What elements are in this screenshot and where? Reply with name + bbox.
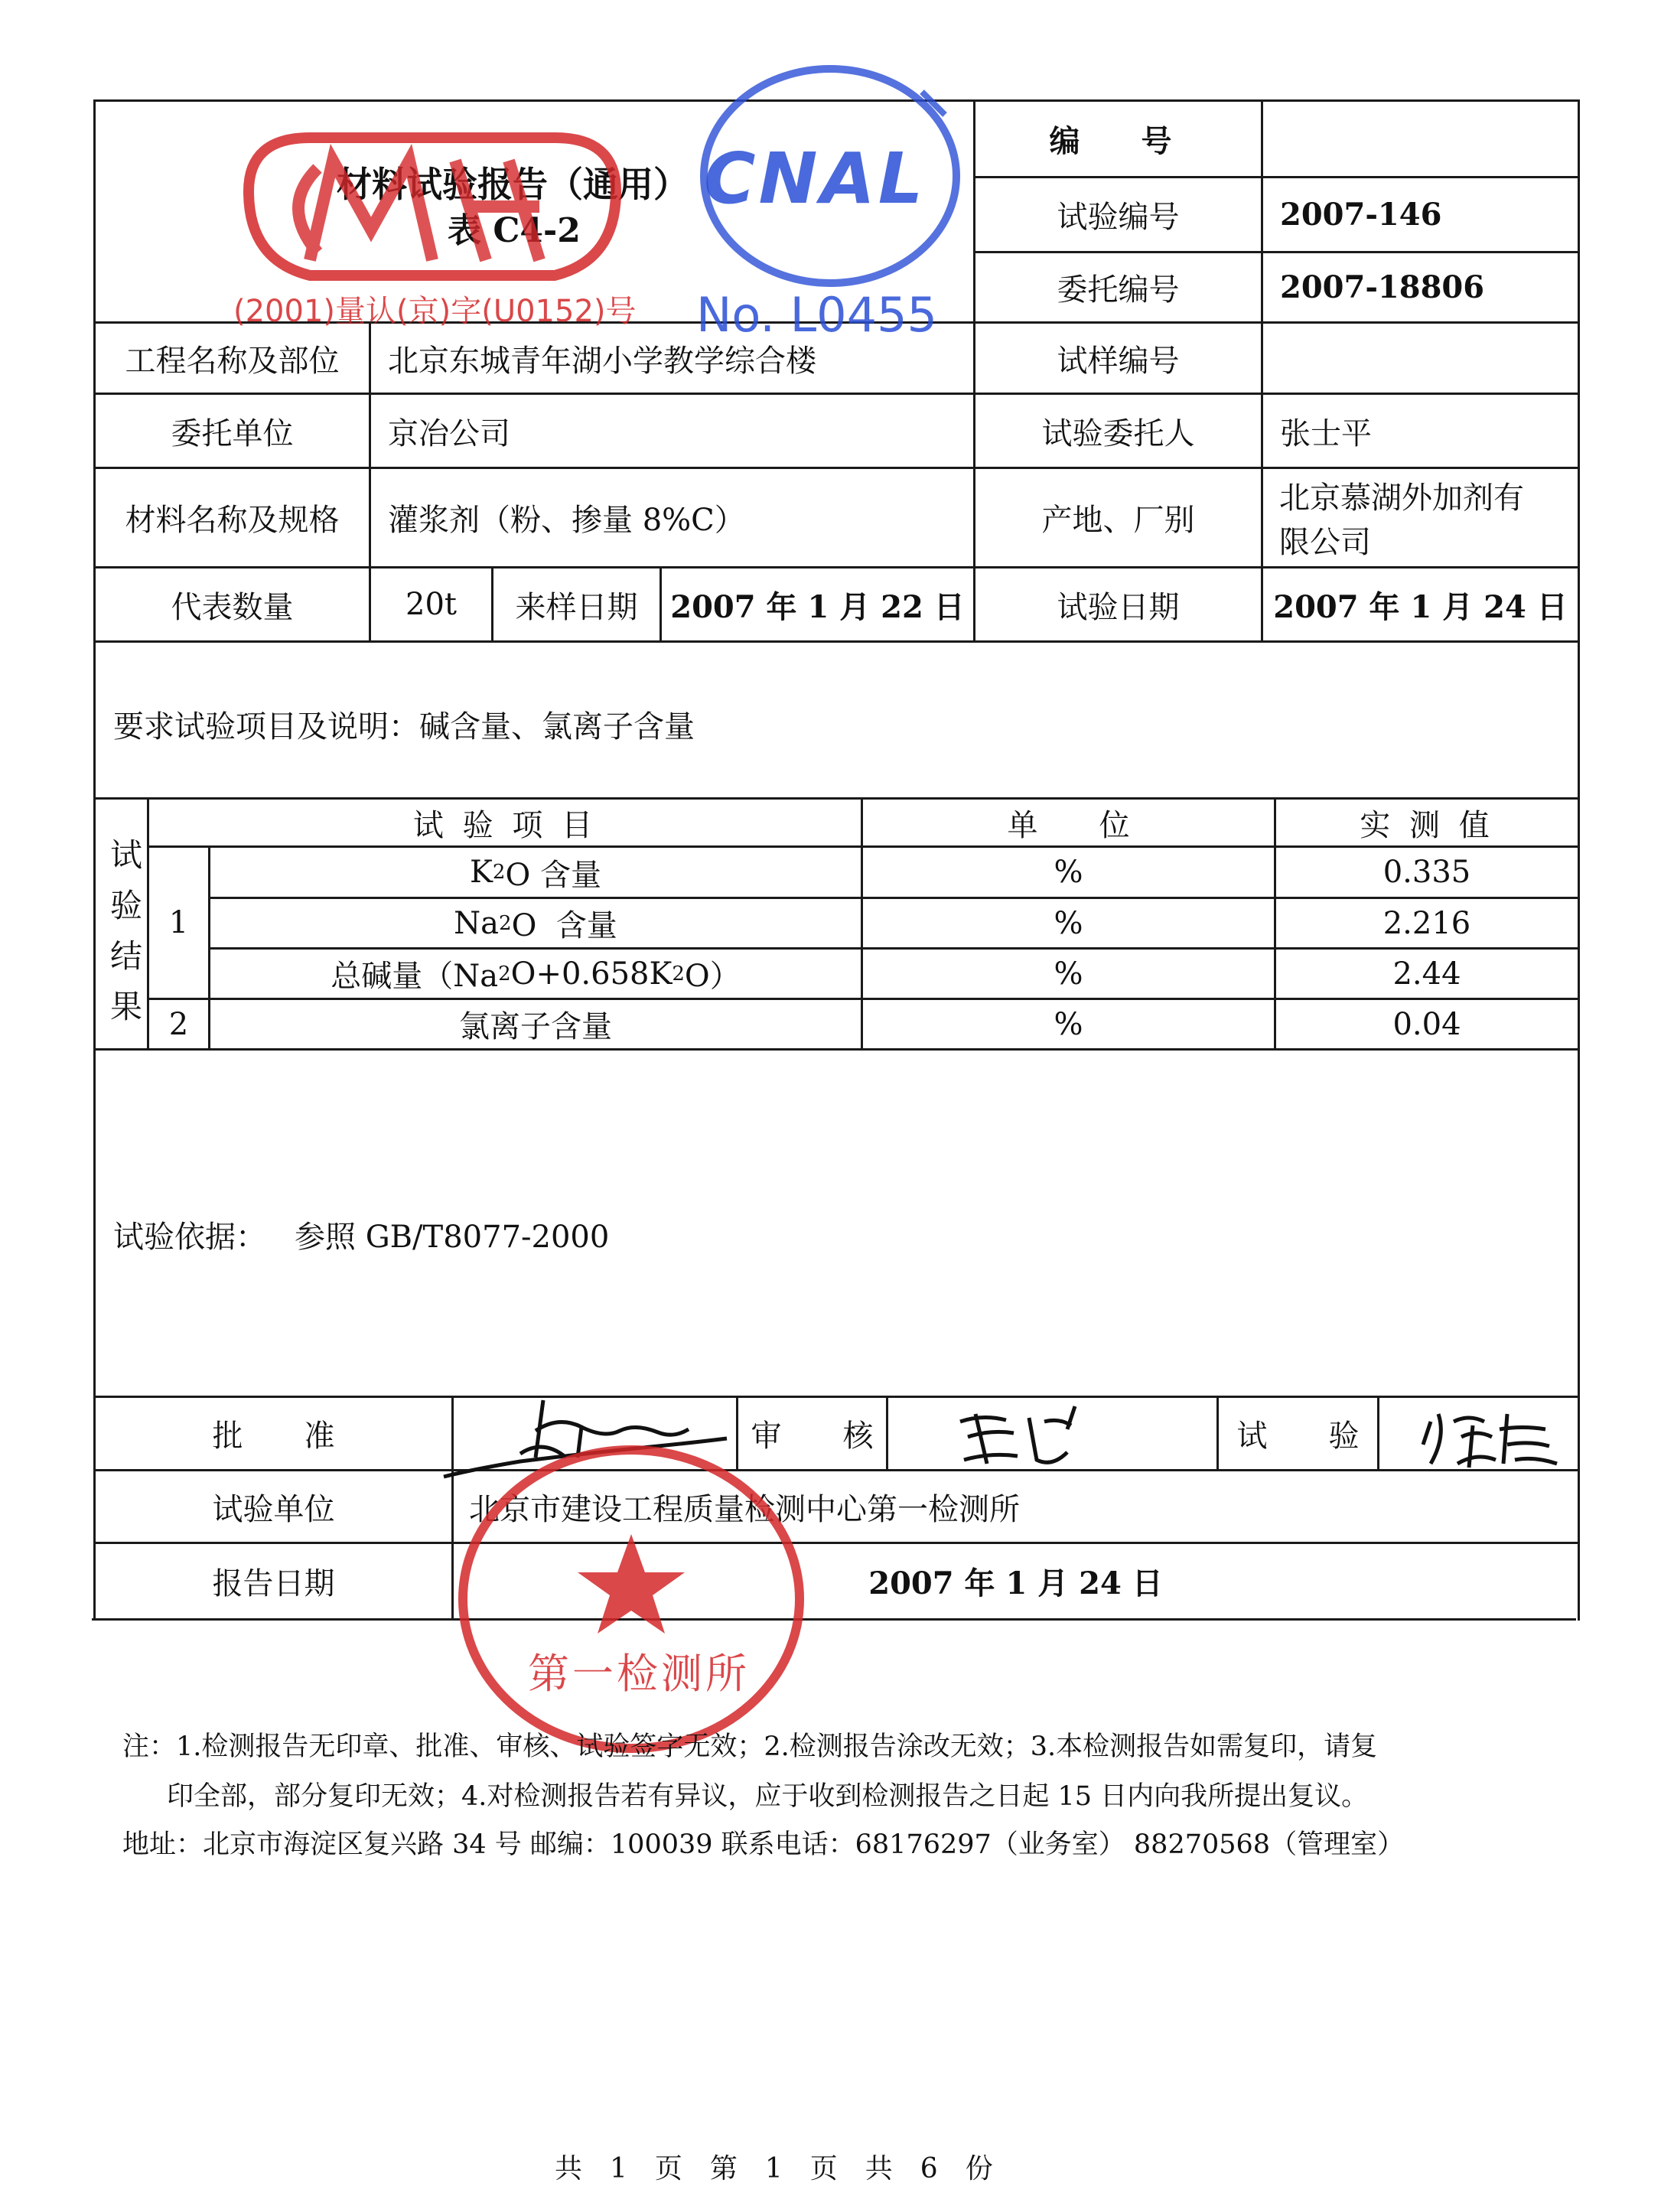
entrust-no-value: 2007-18806 (1280, 269, 1485, 305)
item-sub: 2 (492, 861, 506, 884)
test-date-value: 2007 年 1 月 24 日 (1273, 588, 1568, 625)
test-no-value: 2007-146 (1280, 197, 1442, 233)
item-text: O） (684, 959, 741, 994)
sample-date-label: 来样日期 (515, 589, 638, 625)
origin-value-line2: 限公司 (1279, 525, 1371, 560)
origin-label: 产地、厂别 (1041, 503, 1195, 538)
table-row-unit: % (1054, 1006, 1083, 1042)
unit-label: 试验单位 (212, 1491, 335, 1527)
item-text: 氯离子含量 (459, 1009, 612, 1044)
item-text: Na (454, 905, 500, 941)
col-header-value: 实 测 值 (1360, 807, 1494, 843)
origin-value (1279, 476, 1524, 565)
table-row-item (210, 848, 861, 897)
note-line-1: 注：1.检测报告无印章、批准、审核、试验签字无效；2.检测报告涂改无效；3.本检测报告如需复印，请复 (122, 1731, 1378, 1762)
requirements-text: 要求试验项目及说明：碱含量、氯离子含量 (113, 709, 695, 744)
review-label: 审 核 (751, 1419, 874, 1454)
table-row-value: 2.44 (1392, 956, 1461, 992)
table-row-item (210, 1000, 861, 1048)
table-row-item (210, 950, 861, 998)
item-sub: 2 (498, 962, 511, 985)
sample-date-value: 2007 年 1 月 22 日 (670, 588, 965, 625)
side-char-3: 结 (109, 937, 142, 975)
entrustor-value: 张士平 (1280, 415, 1372, 451)
item-text: K (470, 855, 493, 890)
entrust-no-label: 委托编号 (1057, 272, 1180, 308)
table-row-value: 2.216 (1383, 905, 1471, 941)
basis-label: 试验依据： (113, 1220, 266, 1255)
col-header-unit: 单 位 (1007, 807, 1130, 843)
origin-value-line1: 北京慕湖外加剂有 (1279, 481, 1524, 516)
report-date-label: 报告日期 (212, 1566, 335, 1601)
report-title: 材料试验报告（通用） (337, 164, 689, 205)
sample-no-value (1263, 324, 1578, 393)
qty-label: 代表数量 (171, 589, 294, 625)
test-label: 试 验 (1236, 1419, 1360, 1454)
sample-no-label: 试样编号 (1057, 343, 1180, 379)
biaohao-value (1263, 102, 1578, 176)
item-sub: 2 (672, 962, 685, 985)
table-row-unit: % (1054, 956, 1083, 992)
page-footer: 共 1 页 第 1 页 共 6 份 (555, 2153, 993, 2184)
lab-seal-inner-text: 第一检测所 (528, 1650, 750, 1698)
table-row-unit: % (1054, 855, 1083, 890)
report-date-value: 2007 年 1 月 24 日 (868, 1565, 1163, 1601)
cnal-number: No. L0455 (696, 287, 937, 343)
test-no-label: 试验编号 (1057, 200, 1180, 235)
cma-cert-number: (2001)量认(京)字(U0152)号 (233, 294, 637, 329)
material-label: 材料名称及规格 (125, 503, 340, 538)
table-row-value: 0.04 (1392, 1006, 1461, 1042)
col-header-item: 试 验 项 目 (412, 807, 598, 843)
form-number: 表 C4-2 (448, 211, 581, 250)
material-value: 灌浆剂（粉、掺量 8%C） (388, 503, 745, 538)
group-no-1: 1 (168, 905, 189, 940)
approve-label: 批 准 (212, 1419, 335, 1454)
project-label: 工程名称及部位 (125, 343, 340, 379)
project-value: 北京东城青年湖小学教学综合楼 (388, 343, 816, 379)
item-text: O 含量 (511, 908, 617, 943)
side-char-1: 试 (109, 836, 142, 874)
item-text: 总碱量（Na (331, 959, 499, 994)
biaohao-label: 编 号 (1049, 123, 1187, 159)
side-char-2: 验 (109, 887, 142, 924)
address-line: 地址：北京市海淀区复兴路 34 号 邮编：100039 联系电话：68176297（业务室） 88270568（管理室） (122, 1829, 1405, 1860)
unit-value: 北京市建设工程质量检测中心第一检测所 (469, 1491, 1020, 1527)
table-row-item (210, 899, 861, 947)
item-text: O 含量 (505, 857, 601, 893)
cnal-logo-text: CNAL (704, 138, 927, 220)
client-value: 京冶公司 (388, 415, 510, 451)
results-side-label (107, 830, 145, 1032)
item-sub: 2 (499, 911, 512, 935)
item-text: O+0.658K (510, 956, 673, 992)
test-date-label: 试验日期 (1057, 589, 1180, 625)
side-char-4: 果 (109, 988, 142, 1025)
qty-value: 20t (405, 587, 457, 622)
test-signature (1415, 1399, 1568, 1475)
entrustor-label: 试验委托人 (1041, 415, 1195, 451)
review-signature (945, 1399, 1098, 1475)
client-label: 委托单位 (171, 415, 294, 451)
group-no-2: 2 (168, 1006, 189, 1042)
table-row-unit: % (1054, 905, 1083, 941)
basis-value: 参照 GB/T8077-2000 (295, 1220, 610, 1255)
table-row-value: 0.335 (1383, 855, 1471, 890)
note-line-2: 印全部，部分复印无效；4.对检测报告若有异议，应于收到检测报告之日起 15 日内向我所提出复议。 (167, 1781, 1369, 1812)
